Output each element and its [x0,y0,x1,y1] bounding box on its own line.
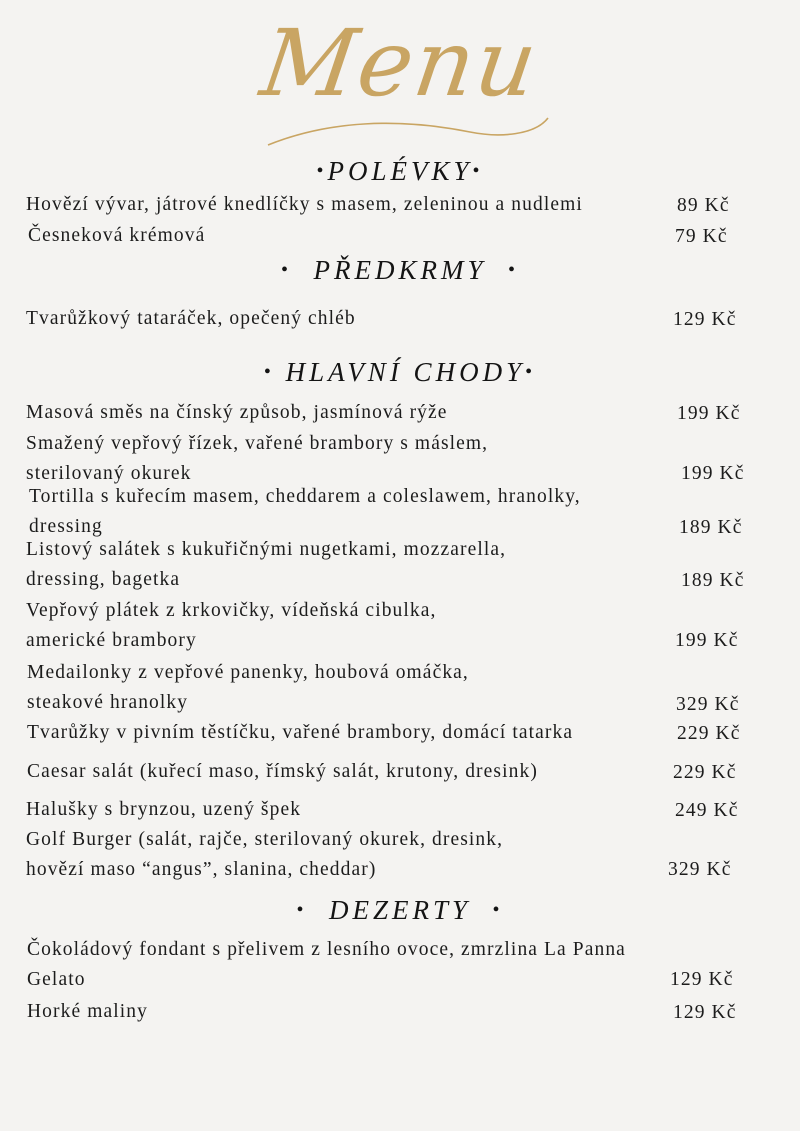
item-line: hovězí maso “angus”, slanina, cheddar) [26,859,377,880]
item-line: Čokoládový fondant s přelivem z lesního ovoce, zmrzlina La Panna [27,939,626,960]
item-line: Golf Burger (salát, rajče, sterilovaný okurek, dresink, [26,829,504,850]
menu-item [26,535,706,595]
menu-item [28,221,708,251]
menu-item [26,190,706,220]
item-price: 329 Kč [676,694,740,715]
item-price: 199 Kč [677,403,741,424]
item-price: 229 Kč [677,723,741,744]
item-line: Listový salátek s kukuřičnými nugetkami, mozzarella, [26,539,507,560]
item-price: 329 Kč [668,859,732,880]
item-price: 129 Kč [673,1002,737,1023]
menu-item [29,482,709,542]
item-price: 229 Kč [673,762,737,783]
item-price: 89 Kč [677,195,730,216]
logo-flourish [0,0,800,150]
menu-logo [0,0,800,150]
menu-item [27,935,707,995]
item-line: Medailonky z vepřové panenky, houbová omáčka, [27,662,469,683]
item-price: 129 Kč [670,969,734,990]
item-line: Caesar salát (kuřecí maso, římský salát, krutony, dresink) [27,761,538,782]
item-price: 249 Kč [675,800,739,821]
item-line: Horké maliny [27,1001,148,1022]
menu-item [26,795,706,825]
menu-item [27,658,707,718]
item-line: sterilovaný okurek [26,463,192,484]
section-title-soups: •POLÉVKY• [316,156,484,186]
item-line: americké brambory [26,630,197,651]
section-title-starters: • PŘEDKRMY • [280,255,520,285]
item-line: dressing [29,516,103,537]
item-line: Hovězí vývar, játrové knedlíčky s masem, zeleninou a nudlemi [26,194,583,215]
item-price: 189 Kč [681,570,745,591]
menu-item [26,304,706,334]
section-title-mains: • HLAVNÍ CHODY• [263,357,537,387]
item-price: 79 Kč [675,226,728,247]
item-line: steakové hranolky [27,692,189,713]
item-line: Halušky s brynzou, uzený špek [26,799,302,820]
item-price: 199 Kč [675,630,739,651]
item-line: Tortilla s kuřecím masem, cheddarem a coleslawem, hranolky, [29,486,581,507]
menu-item [26,825,706,885]
section-title-desserts: • DEZERTY • [296,895,504,925]
item-line: Tvarůžkový tataráček, opečený chléb [26,308,356,329]
menu-item [27,718,707,748]
item-price: 199 Kč [681,463,745,484]
item-line: Smažený vepřový řízek, vařené brambory s máslem, [26,433,489,454]
item-line: Masová směs na čínský způsob, jasmínová rýže [26,402,448,423]
item-line: Česneková krémová [28,225,206,246]
item-line: dressing, bagetka [26,569,181,590]
menu-item [26,596,706,656]
menu-item [27,757,707,787]
item-line: Tvarůžky v pivním těstíčku, vařené brambory, domácí tatarka [27,722,574,743]
item-line: Vepřový plátek z krkovičky, vídeňská cibulka, [26,600,437,621]
menu-item [26,398,706,428]
item-price: 189 Kč [679,517,743,538]
menu-item [27,997,707,1027]
item-line: Gelato [27,969,86,990]
item-price: 129 Kč [673,309,737,330]
menu-logo-text: Menu [254,10,546,117]
menu-item [26,429,706,489]
